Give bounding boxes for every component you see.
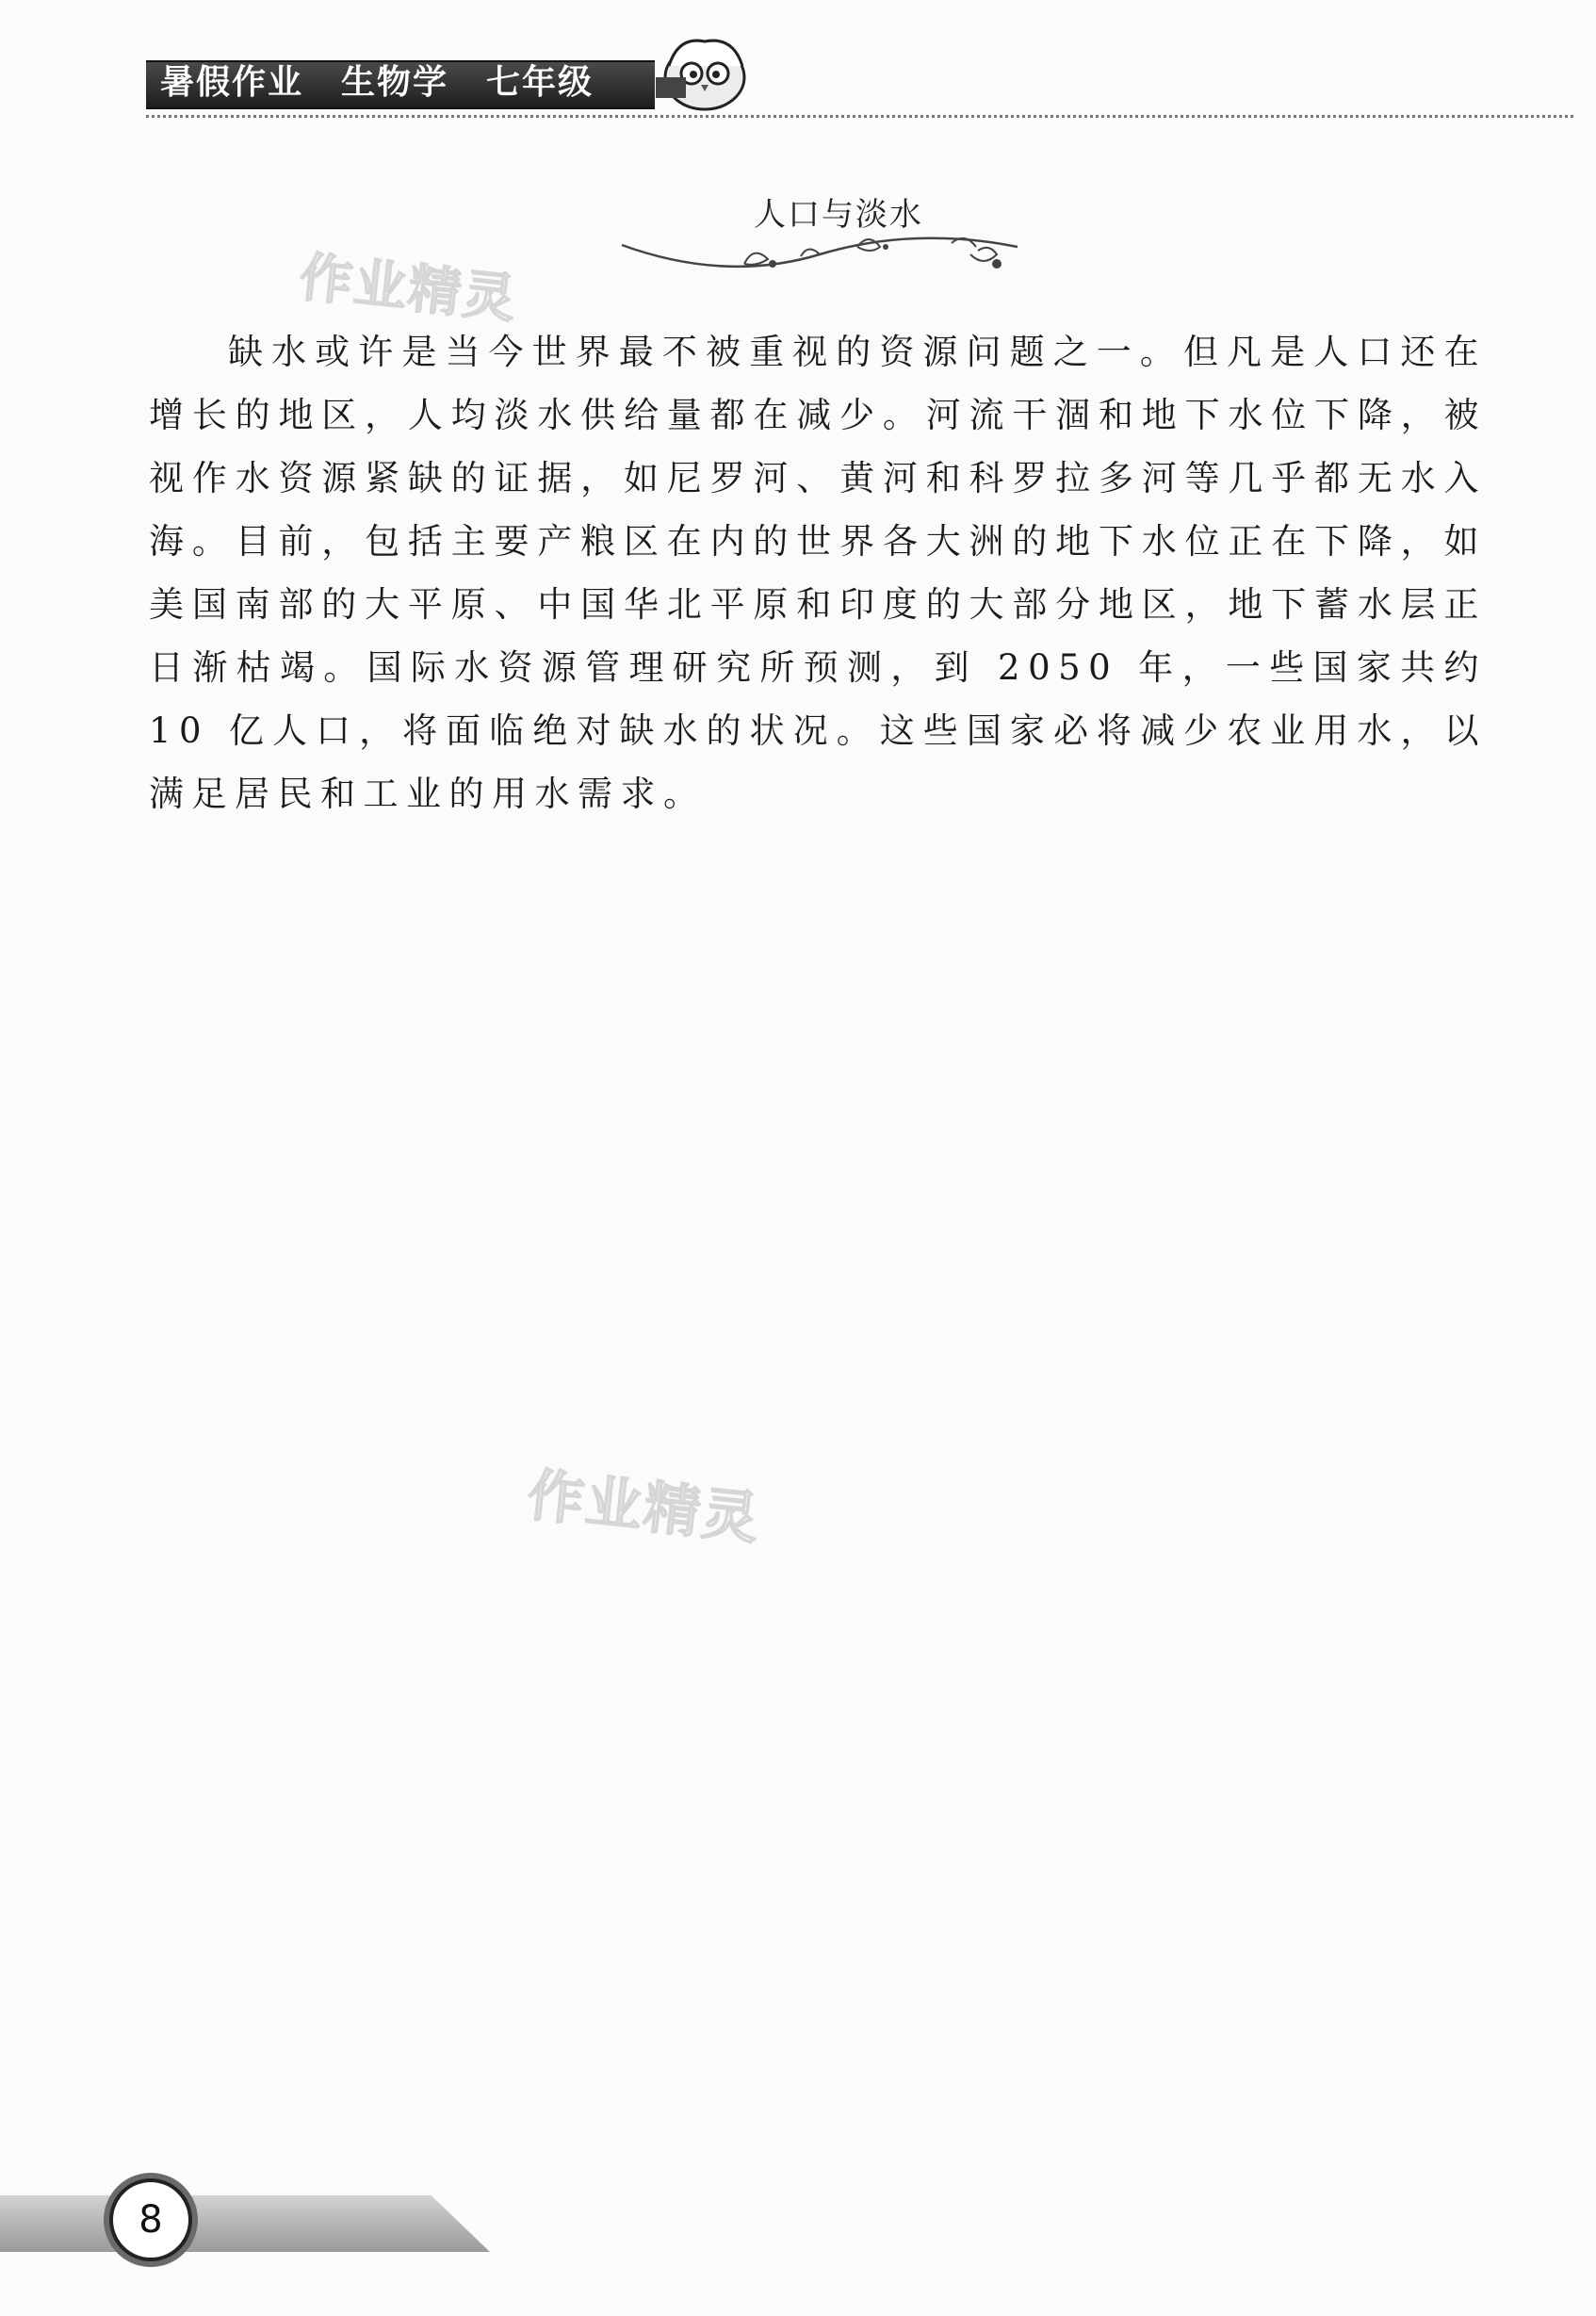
section-title: 人口与淡水 (754, 196, 923, 234)
header-divider (146, 115, 1573, 118)
watermark: 作业精灵 (524, 1462, 764, 1553)
swirl-vine-ornament (612, 226, 1027, 283)
body-paragraph: 缺水或许是当今世界最不被重视的资源问题之一。但凡是人口还在增长的地区，人均淡水供给量都在减少。河流干涸和地下水位下降，被视作水资源紧缺的证据，如尼罗河、黄河和科罗拉多河等几乎都无水入海。目前，包括主要产粮区在内的世界各大洲的地下水位正在下降，如美国南部的大平原、中国华北平原和印度的大部分地区，地下蓄水层正日渐枯竭。国际水资源管理研究所预测，到 2050 年，一些国家共约 10 亿人口，将面临绝对缺水的状况。这些国家必将减少农业用水，以满足居民和工业的用水需求。 (149, 332, 1487, 814)
watermark: 作业精灵 (296, 247, 521, 331)
header-item-series: 暑假作业 (160, 63, 304, 102)
header-item-grade: 七年级 (486, 63, 594, 102)
cartoon-owl-icon (650, 28, 754, 113)
footer-bar (0, 2195, 490, 2252)
header-title (160, 60, 631, 106)
header-item-subject: 生物学 (341, 63, 449, 102)
page-number: 8 (109, 2178, 192, 2261)
